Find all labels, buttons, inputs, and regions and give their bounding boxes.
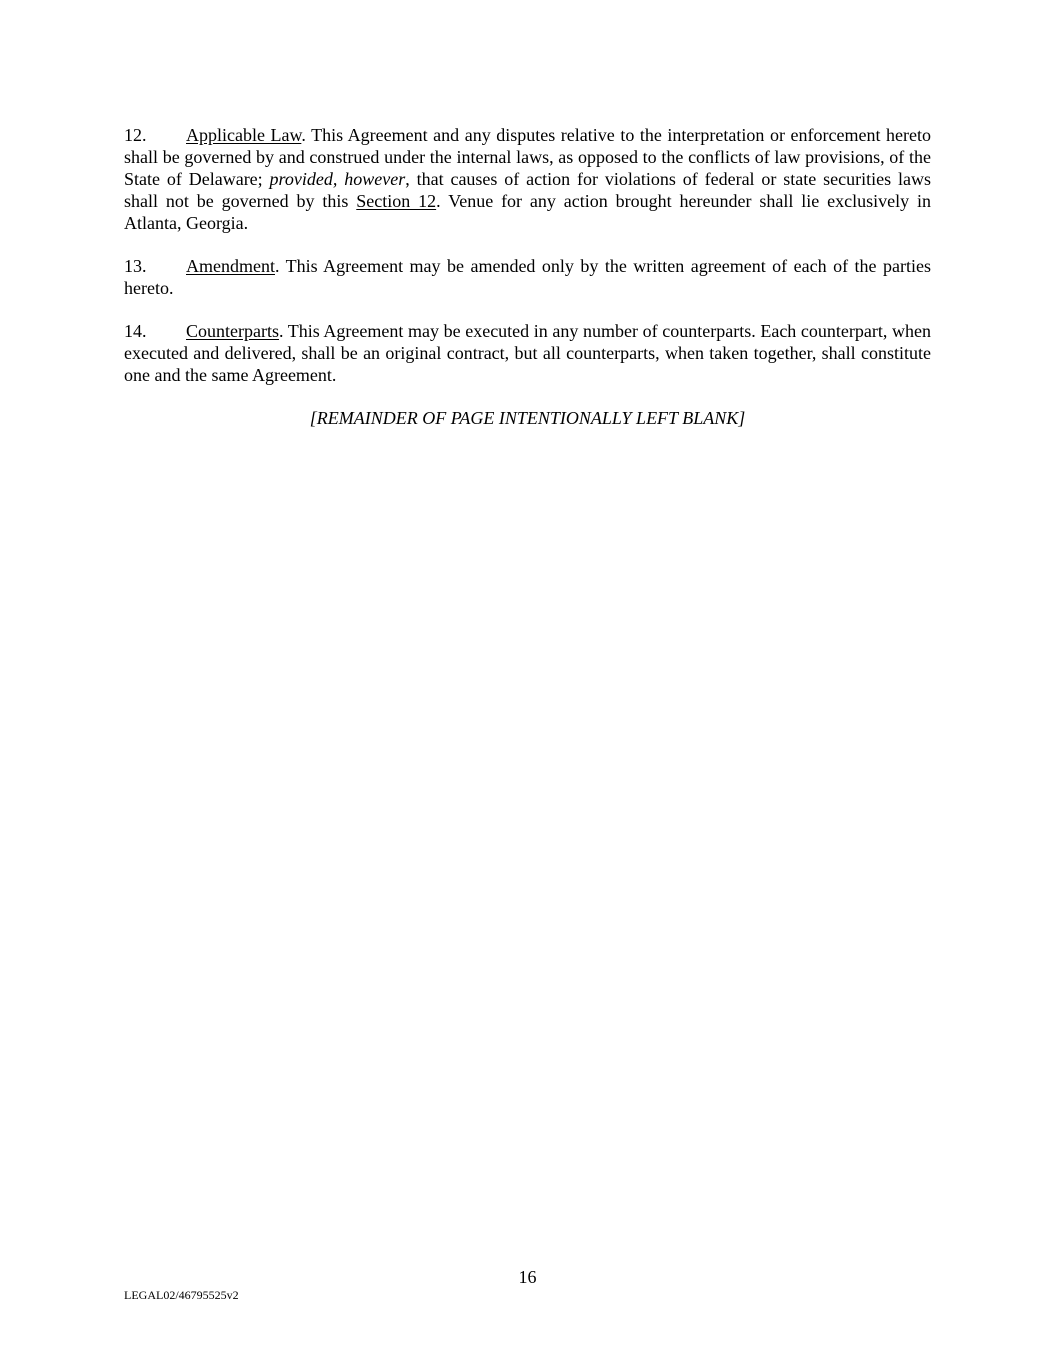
remainder-note: [REMAINDER OF PAGE INTENTIONALLY LEFT BLANK] [309, 408, 746, 428]
section-text: . This Agreement and any disputes relative to the interpretation or enforcement hereto shall be governed by and construed under the internal laws, as opposed to the conflicts of law provisions, of the State of Delaware; [124, 125, 931, 189]
section-reference: Section 12 [356, 191, 437, 211]
section-number: 14. [124, 321, 147, 341]
section-text: , that causes of action for violations of federal or state securities laws shall not be governed by this [124, 169, 931, 211]
section-heading: Applicable Law [186, 125, 302, 145]
section-italic-text: provided, however [269, 169, 406, 189]
page-number: 16 [518, 1267, 537, 1287]
document-body [124, 124, 931, 429]
section-13-paragraph [124, 255, 931, 299]
document-id: LEGAL02/46795525v2 [124, 1288, 239, 1302]
section-number: 12. [124, 125, 147, 145]
section-heading: Counterparts [186, 321, 279, 341]
section-14-paragraph [124, 320, 931, 386]
section-text: . This Agreement may be executed in any number of counterparts. Each counterpart, when executed and delivered, shall be an original contract, but all counterparts, when taken together, shall constitute one and the same Agreement. [124, 321, 931, 385]
section-12-paragraph [124, 124, 931, 234]
section-text: . This Agreement may be amended only by the written agreement of each of the parties hereto. [124, 256, 931, 298]
section-text: . Venue for any action brought hereunder shall lie exclusively in Atlanta, Georgia. [124, 191, 931, 233]
section-number: 13. [124, 256, 147, 276]
section-heading: Amendment [186, 256, 275, 276]
